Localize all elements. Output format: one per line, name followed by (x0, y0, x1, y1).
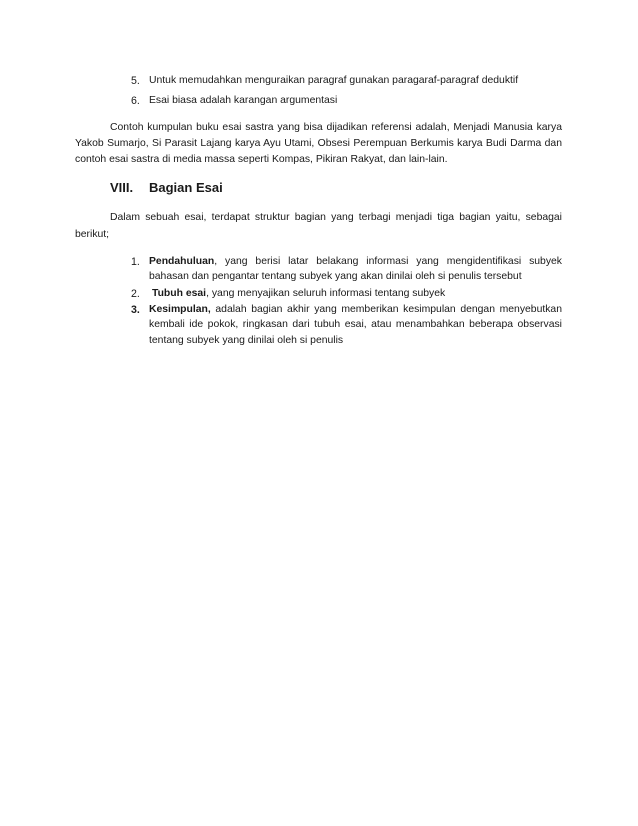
parts-item-3-line-1-rest: adalah bagian akhir yang memberikan kesimpulan dengan menyebutkan (210, 304, 562, 315)
parts-item-1-line-1 (149, 255, 562, 269)
parts-item-3-line-3: tentang subyek yang dinilai oleh si penulis (149, 335, 344, 346)
paragraph-1-line-2: Yakob Sumarjo, Si Parasit Lajang karya Ayu Utami, Obsesi Perempuan Berkumis karya Budi Darma dan (75, 138, 562, 149)
paragraph-2-line-1: Dalam sebuah esai, terdapat struktur bagian yang terbagi menjadi tiga bagian yaitu, sebagai (110, 212, 562, 223)
section-title: Bagian Esai (149, 180, 223, 195)
parts-item-3-number: 3. (131, 304, 140, 316)
parts-item-2-number: 2. (131, 288, 140, 300)
list-item-6-text: Esai biasa adalah karangan argumentasi (149, 95, 338, 106)
parts-item-2-term: Tubuh esai (152, 288, 207, 299)
parts-item-2-line-1-rest: , yang menyajikan seluruh informasi tentang subyek (206, 288, 446, 299)
parts-item-3-term: Kesimpulan, (149, 304, 211, 315)
section-number: VIII. (110, 180, 134, 195)
parts-item-3-line-2: kembali ide pokok, ringkasan dari tubuh esai, atau menambahkan beberapa observasi (149, 319, 562, 330)
parts-item-1-line-2: bahasan dan pengantar tentang subyek yang akan dinilai oleh si penulis tersebut (149, 271, 522, 282)
parts-item-2-line-1 (152, 287, 445, 301)
list-item-6-number: 6. (131, 95, 140, 107)
list-item-5-text: Untuk memudahkan menguraikan paragraf gunakan paragaraf-paragraf deduktif (149, 75, 519, 86)
paragraph-2-line-2: berikut; (75, 229, 110, 240)
paragraph-1-line-3: contoh esai sastra di media massa seperti Kompas, Pikiran Rakyat, dan lain-lain. (75, 154, 448, 165)
list-item-5-number: 5. (131, 75, 140, 87)
parts-item-3-line-1 (149, 303, 562, 317)
parts-item-1-term: Pendahuluan (149, 256, 215, 267)
paragraph-1-line-1: Contoh kumpulan buku esai sastra yang bisa dijadikan referensi adalah, Menjadi Manusia karya (110, 122, 562, 133)
parts-item-1-line-1-rest: , yang berisi latar belakang informasi yang mengidentifikasi subyek (214, 256, 562, 267)
parts-item-1-number: 1. (131, 256, 140, 268)
